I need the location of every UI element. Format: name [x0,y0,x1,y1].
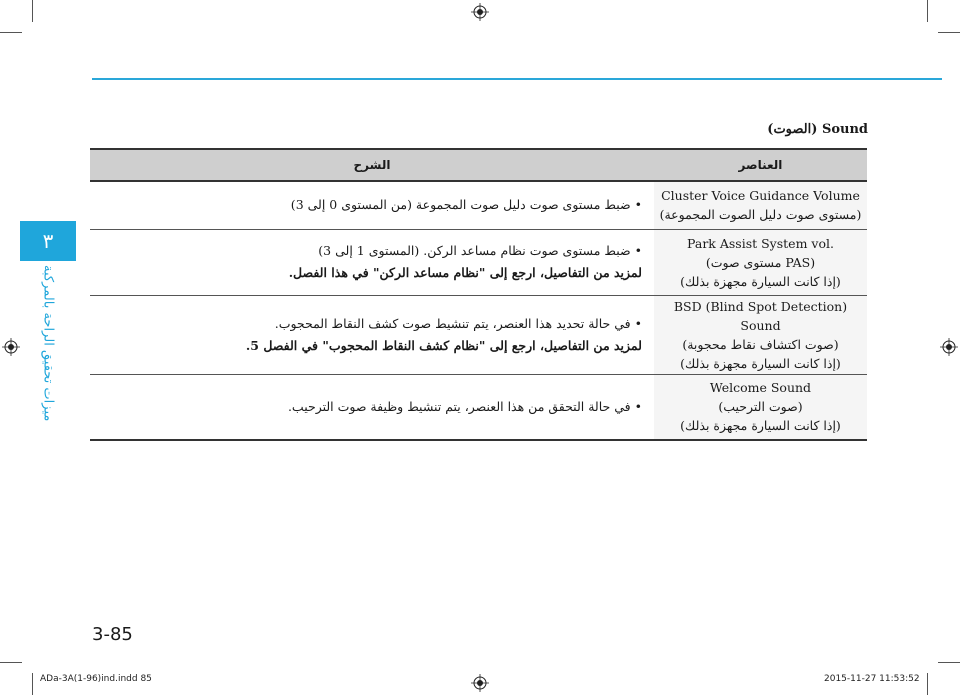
registration-mark-icon [471,674,489,692]
row-item: Cluster Voice Guidance Volume (مستوى صوت دليل الصوت المجموعة) [654,181,867,229]
sound-settings-table [90,148,867,441]
registration-mark-icon [471,3,489,21]
table-row [90,229,867,295]
crop-mark [32,673,33,695]
section-title: Sound (الصوت) [767,122,868,137]
header-description: الشرح [90,149,654,181]
chapter-label: ميزات تحقيق الراحة بالمركبة [40,264,56,422]
crop-mark [0,662,22,663]
registration-mark-icon [2,338,20,356]
row-item: BSD (Blind Spot Detection) Sound (صوت اكتشاف نقاط محجوبة) (إذا كانت السيارة مجهزة بذلك) [654,295,867,374]
row-description: • في حالة تحديد هذا العنصر، يتم تنشيط صوت كشف النقاط المحجوب. لمزيد من التفاصيل، ارجع إلى "نظام كشف النقاط المحجوب" في الفصل 5. [90,295,654,374]
row-item: Welcome Sound (صوت الترحيب) (إذا كانت السيارة مجهزة بذلك) [654,374,867,440]
chapter-number: ٣ [42,229,54,253]
table-row [90,374,867,440]
footer-timestamp: 2015-11-27 11:53:52 [824,674,920,684]
header-items: العناصر [654,149,867,181]
table-header-row [90,149,867,181]
page-number: 3-85 [92,624,133,645]
registration-mark-icon [940,338,958,356]
crop-mark [938,662,960,663]
crop-mark [927,673,928,695]
footer-filename: ADa-3A(1-96)ind.indd 85 [40,674,152,684]
crop-mark [927,0,928,22]
row-description: • ضبط مستوى صوت نظام مساعد الركن. (المستوى 1 إلى 3) لمزيد من التفاصيل، ارجع إلى "نظام مساعد الركن" في هذا الفصل. [90,229,654,295]
crop-mark [32,0,33,22]
row-item: Park Assist System vol. (مستوى صوت PAS) (إذا كانت السيارة مجهزة بذلك) [654,229,867,295]
crop-mark [0,32,22,33]
crop-mark [938,32,960,33]
table-row [90,181,867,229]
chapter-tab [20,221,76,261]
table-row [90,295,867,374]
row-description: • في حالة التحقق من هذا العنصر، يتم تنشيط وظيفة صوت الترحيب. [90,374,654,440]
header-rule [92,78,942,80]
row-description: • ضبط مستوى صوت دليل صوت المجموعة (من المستوى 0 إلى 3) [90,181,654,229]
